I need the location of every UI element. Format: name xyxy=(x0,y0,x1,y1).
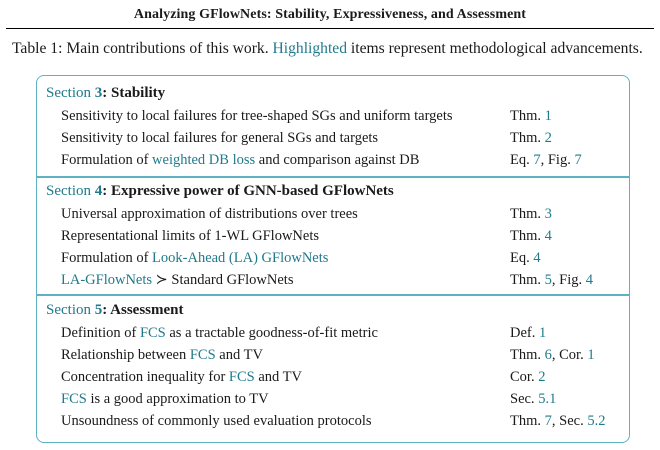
section-divider xyxy=(37,294,629,296)
reference-link[interactable]: 1 xyxy=(587,347,595,363)
description-text: Sensitivity to local failures for general SGs and targets xyxy=(61,130,379,146)
section-word: Section xyxy=(46,85,95,101)
contribution-description xyxy=(61,347,263,364)
section-heading xyxy=(46,183,394,200)
reference-link[interactable]: 4 xyxy=(585,272,593,288)
reference xyxy=(510,108,552,125)
reference-label: Eq. xyxy=(510,250,534,266)
table-row xyxy=(37,228,629,250)
table-row xyxy=(37,272,629,294)
reference xyxy=(510,250,541,267)
reference-label: Sec. xyxy=(510,391,539,407)
description-text: as a tractable goodness-of-fit metric xyxy=(165,325,378,341)
reference-link[interactable]: 6 xyxy=(544,347,552,363)
description-text: Formulation of xyxy=(61,250,153,266)
section-number: 3 xyxy=(94,85,103,101)
section-link[interactable] xyxy=(46,302,102,318)
highlighted-term[interactable]: weighted DB loss xyxy=(152,152,256,168)
section-word: Section xyxy=(46,302,95,318)
reference-label: Thm. xyxy=(510,228,545,244)
description-text: Representational limits of 1-WL GFlowNets xyxy=(61,228,319,244)
section-heading xyxy=(46,85,165,102)
reference xyxy=(510,347,595,364)
reference-link[interactable]: 2 xyxy=(544,130,552,146)
section-title-text: : Stability xyxy=(102,85,166,101)
table-row xyxy=(37,391,629,413)
section-number: 5 xyxy=(94,302,103,318)
reference-link[interactable]: 7 xyxy=(533,152,541,168)
reference-link[interactable]: 7 xyxy=(544,413,552,429)
contribution-description xyxy=(61,108,453,125)
caption-prefix: Table 1: Main contributions of this work. xyxy=(12,40,273,57)
table-row xyxy=(37,130,629,152)
table-row xyxy=(37,206,629,228)
contribution-description xyxy=(61,206,358,223)
description-text: Relationship between xyxy=(61,347,190,363)
header-rule xyxy=(6,28,654,29)
contribution-description xyxy=(61,325,378,342)
section-word: Section xyxy=(46,183,95,199)
description-text: and comparison against DB xyxy=(255,152,420,168)
reference-label: , Fig. xyxy=(551,272,586,288)
reference xyxy=(510,130,552,147)
reference xyxy=(510,325,546,342)
reference xyxy=(510,369,545,386)
description-text: is a good approximation to TV xyxy=(86,391,269,407)
reference-label: Cor. xyxy=(510,369,539,385)
section-title-text: : Expressive power of GNN-based GFlowNets xyxy=(102,183,394,199)
section-link[interactable] xyxy=(46,183,102,199)
reference xyxy=(510,152,582,169)
reference xyxy=(510,413,605,430)
running-head: Analyzing GFlowNets: Stability, Expressiveness, and Assessment xyxy=(133,7,527,22)
reference-link[interactable]: 7 xyxy=(574,152,582,168)
description-text: Unsoundness of commonly used evaluation protocols xyxy=(61,413,372,429)
table-row xyxy=(37,413,629,435)
reference-link[interactable]: 4 xyxy=(533,250,541,266)
section-heading xyxy=(46,302,184,319)
caption-highlighted-word[interactable]: Highlighted xyxy=(272,40,348,57)
reference-label: Thm. xyxy=(510,272,545,288)
reference xyxy=(510,272,593,289)
contribution-description xyxy=(61,272,293,289)
reference-label: Thm. xyxy=(510,347,545,363)
section-link[interactable] xyxy=(46,85,102,101)
reference-label: Thm. xyxy=(510,130,545,146)
description-text: Sensitivity to local failures for tree-shaped SGs and uniform targets xyxy=(61,108,453,124)
reference-label: , Sec. xyxy=(551,413,588,429)
reference-link[interactable]: 2 xyxy=(538,369,546,385)
reference-label: , Cor. xyxy=(551,347,588,363)
contributions-table xyxy=(36,75,630,443)
reference-link[interactable]: 1 xyxy=(544,108,552,124)
contribution-description xyxy=(61,228,319,245)
reference-link[interactable]: 5.1 xyxy=(538,391,557,407)
table-row xyxy=(37,250,629,272)
description-text: Formulation of xyxy=(61,152,153,168)
section-divider xyxy=(37,176,629,178)
contribution-description xyxy=(61,413,372,430)
reference-label: Thm. xyxy=(510,206,545,222)
contribution-description xyxy=(61,250,328,267)
reference-label: Eq. xyxy=(510,152,534,168)
description-text: Definition of xyxy=(61,325,140,341)
reference-link[interactable]: 4 xyxy=(544,228,552,244)
reference-label: Thm. xyxy=(510,108,545,124)
reference-link[interactable]: 5 xyxy=(544,272,552,288)
reference-label: , Fig. xyxy=(540,152,575,168)
reference-label: Thm. xyxy=(510,413,545,429)
table-row xyxy=(37,369,629,391)
description-text: Universal approximation of distributions over trees xyxy=(61,206,358,222)
highlighted-term[interactable]: FCS xyxy=(189,347,216,363)
reference xyxy=(510,391,556,408)
description-text: ≻ Standard GFlowNets xyxy=(152,272,294,288)
description-text: and TV xyxy=(254,369,302,385)
reference-link[interactable]: 5.2 xyxy=(587,413,606,429)
highlighted-term[interactable]: LA-GFlowNets xyxy=(61,272,153,288)
contribution-description xyxy=(61,152,419,169)
description-text: and TV xyxy=(215,347,263,363)
reference-label: Def. xyxy=(510,325,539,341)
table-row xyxy=(37,347,629,369)
highlighted-term[interactable]: FCS xyxy=(139,325,166,341)
table-row xyxy=(37,152,629,174)
highlighted-term[interactable]: FCS xyxy=(228,369,255,385)
reference xyxy=(510,228,552,245)
reference-link[interactable]: 3 xyxy=(544,206,552,222)
highlighted-term[interactable]: FCS xyxy=(61,391,87,407)
table-caption xyxy=(12,40,658,58)
reference-link[interactable]: 1 xyxy=(539,325,547,341)
section-number: 4 xyxy=(94,183,103,199)
section-title-text: : Assessment xyxy=(102,302,184,318)
table-row xyxy=(37,108,629,130)
contribution-description xyxy=(61,391,269,408)
contribution-description xyxy=(61,130,378,147)
highlighted-term[interactable]: Look-Ahead (LA) GFlowNets xyxy=(152,250,329,266)
caption-suffix: items represent methodological advancements. xyxy=(347,40,643,57)
reference xyxy=(510,206,552,223)
description-text: Concentration inequality for xyxy=(61,369,229,385)
table-row xyxy=(37,325,629,347)
contribution-description xyxy=(61,369,302,386)
